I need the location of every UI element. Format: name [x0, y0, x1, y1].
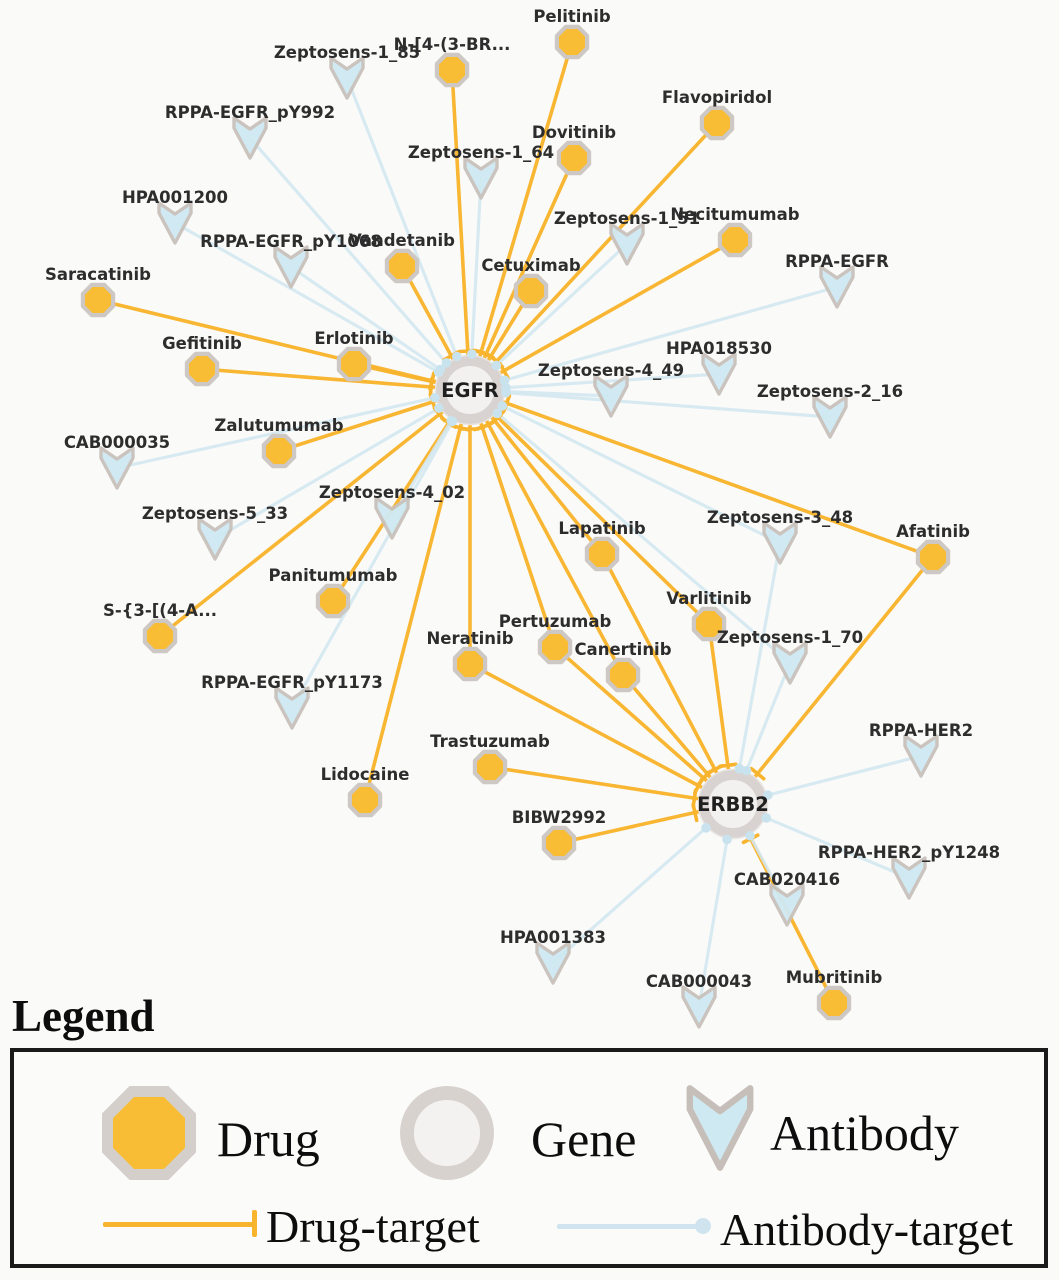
antibody-node-zeptosens-1-64[interactable]	[465, 158, 497, 198]
antibody-node-zeptosens-1-85[interactable]	[331, 58, 363, 98]
legend-antibody-label: Antibody	[770, 1105, 959, 1161]
antibody-target-dot	[452, 352, 462, 362]
node-label-cab020416: CAB020416	[733, 870, 841, 889]
antibody-target-dot	[436, 365, 446, 375]
node-label-rppa-her2: RPPA-HER2	[868, 721, 974, 740]
drug-node-flavopiridol[interactable]	[702, 108, 732, 138]
antibody-target-dot	[701, 823, 711, 833]
node-label-necitumumab: Necitumumab	[670, 205, 800, 224]
node-label-trastuzumab: Trastuzumab	[430, 732, 550, 751]
node-label-zeptosens-3-48: Zeptosens-3_48	[706, 508, 854, 527]
node-label-lidocaine: Lidocaine	[320, 765, 410, 784]
node-label-zeptosens-1-70: Zeptosens-1_70	[716, 628, 864, 647]
drug-node-afatinib[interactable]	[918, 542, 948, 572]
node-label-dovitinib: Dovitinib	[531, 123, 617, 142]
drug-node-canertinib[interactable]	[608, 660, 638, 690]
node-label-lapatinib: Lapatinib	[558, 519, 646, 538]
antibody-node-hpa001383[interactable]	[537, 943, 569, 983]
drug-node-panitumumab[interactable]	[318, 586, 348, 616]
drug-node-trastuzumab[interactable]	[475, 752, 505, 782]
drug-node-neratinib[interactable]	[455, 649, 485, 679]
node-label-hpa001383: HPA001383	[499, 928, 607, 947]
drug-target-line-icon	[103, 1222, 253, 1227]
node-label-hpa018530: HPA018530	[665, 339, 773, 358]
node-label-neratinib: Neratinib	[426, 629, 514, 648]
legend-box	[10, 1048, 1048, 1268]
antibody-node-zeptosens-5-33[interactable]	[199, 519, 231, 559]
antibody-target-dot	[745, 831, 755, 841]
drug-node-vandetanib[interactable]	[387, 251, 417, 281]
antibody-target-dot	[434, 403, 444, 413]
antibody-target-line-icon	[557, 1224, 704, 1229]
antibody-node-rppa-egfr[interactable]	[821, 267, 853, 307]
antibody-node-rppa-her2-py1248[interactable]	[893, 858, 925, 898]
legend-drug-label: Drug	[217, 1111, 320, 1167]
legend-antibody-target-label: Antibody-target	[720, 1204, 1013, 1255]
node-label-zeptosens-1-85: Zeptosens-1_85	[273, 43, 421, 62]
antibody-node-zeptosens-1-51[interactable]	[611, 224, 643, 264]
node-label-rppa-egfr: RPPA-EGFR	[785, 252, 889, 271]
node-label-hpa001200: HPA001200	[121, 188, 229, 207]
node-label-zeptosens-4-02: Zeptosens-4_02	[318, 483, 466, 502]
antibody-target-dot-icon	[695, 1218, 711, 1234]
drug-node-lidocaine[interactable]	[350, 785, 380, 815]
drug-target-tee-icon	[252, 1210, 257, 1237]
antibody-node-cab020416[interactable]	[771, 885, 803, 925]
node-label-zalutumumab: Zalutumumab	[214, 416, 344, 435]
gene-ring-icon	[400, 1086, 494, 1180]
antibody-target-dot	[722, 835, 732, 845]
antibody-node-cab000035[interactable]	[101, 448, 133, 488]
antibody-target-dot	[430, 393, 440, 403]
node-label-erlotinib: Erlotinib	[314, 329, 394, 348]
antibody-node-hpa001200[interactable]	[159, 203, 191, 243]
node-label-cetuximab: Cetuximab	[481, 256, 581, 275]
antibody-target-dot	[492, 361, 502, 371]
antibody-node-hpa018530[interactable]	[703, 354, 735, 394]
drug-node-n-4-3-br[interactable]	[437, 55, 467, 85]
antibody-chevron-icon	[686, 1080, 754, 1176]
node-label-flavopiridol: Flavopiridol	[661, 88, 773, 107]
node-label-zeptosens-1-51: Zeptosens-1_51	[553, 209, 701, 228]
antibody-node-rppa-her2[interactable]	[905, 736, 937, 776]
antibody-node-zeptosens-2-16[interactable]	[814, 397, 846, 437]
node-label-zeptosens-1-64: Zeptosens-1_64	[407, 143, 555, 162]
antibody-node-zeptosens-3-48[interactable]	[764, 523, 796, 563]
legend-drug-target-label: Drug-target	[266, 1201, 480, 1252]
node-label-zeptosens-5-33: Zeptosens-5_33	[141, 504, 289, 523]
drug-octagon-icon	[102, 1086, 196, 1180]
node-label-rppa-egfr-py1173: RPPA-EGFR_pY1173	[201, 673, 383, 692]
legend-title: Legend	[12, 991, 155, 1041]
node-label-pelitinib: Pelitinib	[533, 7, 611, 26]
antibody-target-dot	[501, 388, 511, 398]
antibody-target-dot	[448, 417, 458, 427]
node-label-cab000043: CAB000043	[645, 972, 753, 991]
node-label-canertinib: Canertinib	[574, 640, 672, 659]
node-label-rppa-egfr-py992: RPPA-EGFR_pY992	[164, 103, 336, 122]
antibody-node-rppa-egfr-py1173[interactable]	[276, 688, 308, 728]
drug-node-lapatinib[interactable]	[587, 539, 617, 569]
drug-node-gefitinib[interactable]	[187, 354, 217, 384]
drug-node-pelitinib[interactable]	[557, 27, 587, 57]
node-label-rppa-her2-py1248: RPPA-HER2_pY1248	[817, 843, 1001, 862]
antibody-target-dot	[467, 349, 477, 359]
gene-label-egfr: EGFR	[441, 379, 499, 402]
drug-target-tee	[720, 764, 736, 766]
node-label-gefitinib: Gefitinib	[162, 334, 242, 353]
node-label-zeptosens-4-49: Zeptosens-4_49	[537, 361, 685, 380]
node-label-zeptosens-2-16: Zeptosens-2_16	[756, 382, 904, 401]
drug-target-tee	[693, 805, 696, 821]
drug-node-dovitinib[interactable]	[559, 143, 589, 173]
drug-node-pertuzumab[interactable]	[540, 632, 570, 662]
drug-node-s-3-4-a[interactable]	[145, 621, 175, 651]
drug-target-edge-n-4-3-br-egfr	[452, 70, 470, 390]
drug-node-necitumumab[interactable]	[720, 225, 750, 255]
node-label-mubritinib: Mubritinib	[785, 968, 883, 987]
node-label-bibw2992: BIBW2992	[511, 808, 607, 827]
antibody-node-cab000043[interactable]	[683, 987, 715, 1027]
antibody-target-dot	[742, 766, 752, 776]
drug-node-mubritinib[interactable]	[819, 988, 849, 1018]
antibody-node-zeptosens-1-70[interactable]	[774, 643, 806, 683]
node-label-panitumumab: Panitumumab	[268, 566, 398, 585]
labels-layer	[45, 7, 1000, 991]
node-label-cab000035: CAB000035	[63, 433, 171, 452]
drug-node-erlotinib[interactable]	[339, 349, 369, 379]
gene-label-erbb2: ERBB2	[697, 793, 769, 816]
node-label-s-3-4-a: S-{3-[(4-A...	[102, 601, 218, 620]
node-label-rppa-egfr-py1068: RPPA-EGFR_pY1068	[200, 232, 382, 251]
node-label-n-4-3-br: N-[4-(3-BR...	[393, 35, 511, 54]
antibody-node-zeptosens-4-02[interactable]	[376, 498, 408, 538]
node-label-saracatinib: Saracatinib	[45, 265, 151, 284]
node-label-pertuzumab: Pertuzumab	[498, 612, 612, 631]
drug-node-cetuximab[interactable]	[516, 276, 546, 306]
drug-node-saracatinib[interactable]	[83, 285, 113, 315]
drug-node-zalutumumab[interactable]	[264, 436, 294, 466]
drug-node-bibw2992[interactable]	[544, 828, 574, 858]
drug-octagon-icon-fill	[113, 1097, 185, 1169]
antibody-target-dot	[493, 409, 503, 419]
drug-target-edge-afatinib-erbb2	[733, 557, 933, 804]
node-label-afatinib: Afatinib	[896, 522, 970, 541]
node-label-vandetanib: Vandetanib	[349, 231, 455, 250]
legend-gene-label: Gene	[531, 1111, 637, 1167]
node-label-varlitinib: Varlitinib	[666, 589, 752, 608]
